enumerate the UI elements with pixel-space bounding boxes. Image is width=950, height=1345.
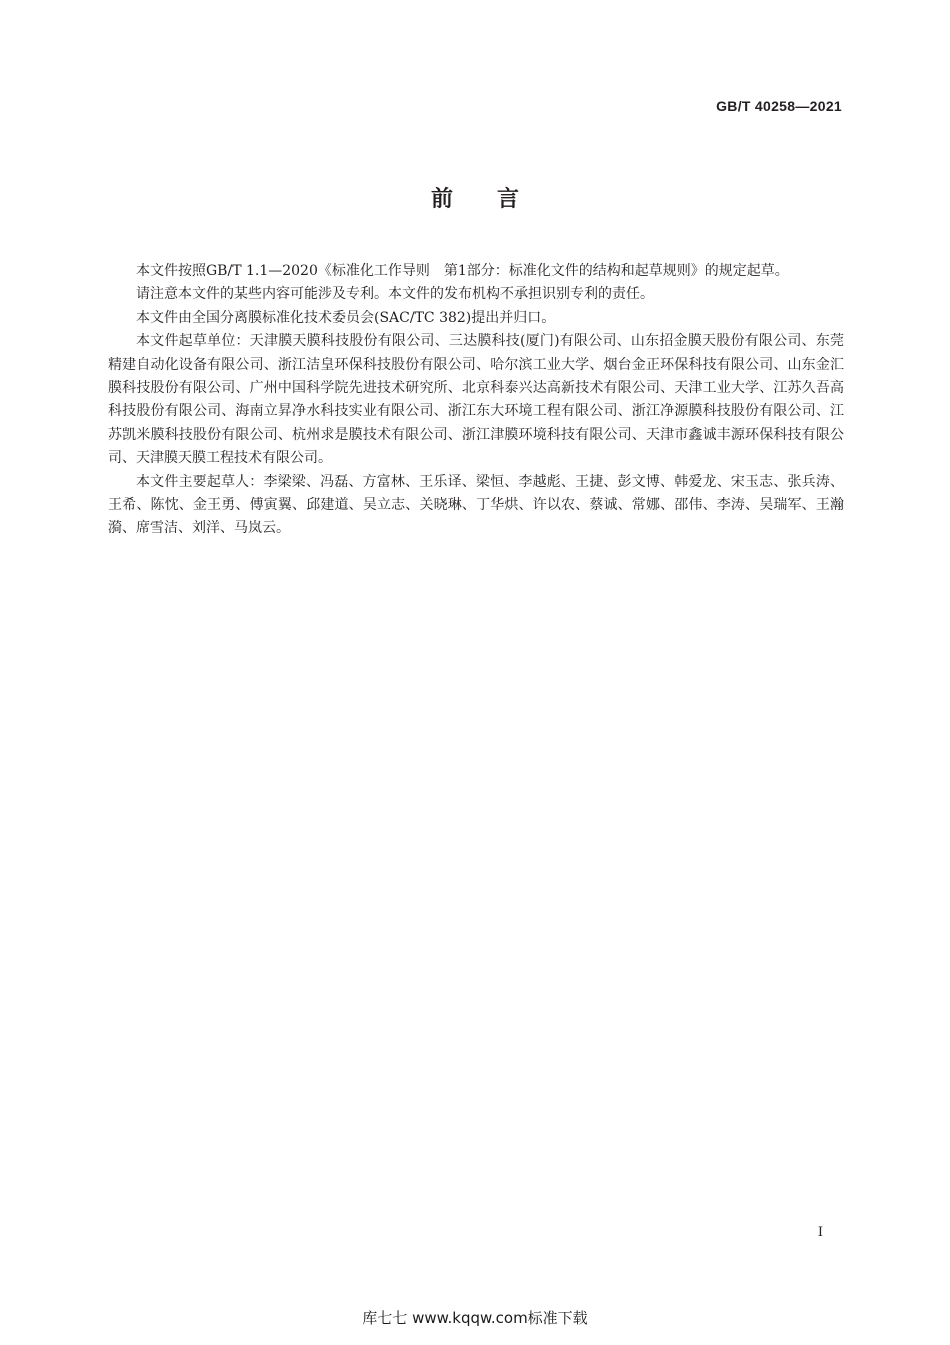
- standard-code: GB/T 40258—2021: [716, 98, 842, 114]
- page-number: I: [817, 1225, 823, 1240]
- paragraph-drafters: 本文件主要起草人：李梁梁、冯磊、方富林、王乐译、梁恒、李越彪、王捷、彭文博、韩爱龙、宋玉志、张兵涛、王希、陈忱、金王勇、傅寅翼、邱建道、吴立志、关晓琳、丁华烘、许以农、蔡诚、常娜、邵伟、李涛、吴瑞军、王瀚漪、席雪洁、刘洋、马岚云。: [108, 473, 844, 537]
- paragraph-drafting-units: 本文件起草单位：天津膜天膜科技股份有限公司、三达膜科技(厦门)有限公司、山东招金膜天股份有限公司、东莞精建自动化设备有限公司、浙江洁皇环保科技股份有限公司、哈尔滨工业大学、烟台金正环保科技有限公司、山东金汇膜科技股份有限公司、广州中国科学院先进技术研究所、北京科泰兴达高新技术有限公司、天津工业大学、江苏久吾高科技股份有限公司、海南立昇净水科技实业有限公司、浙江东大环境工程有限公司、浙江净源膜科技股份有限公司、江苏凯米膜科技股份有限公司、杭州求是膜技术有限公司、浙江津膜环境科技有限公司、天津市鑫诚丰源环保科技有限公司、天津膜天膜工程技术有限公司。: [108, 333, 844, 467]
- foreword-body: [108, 260, 844, 541]
- paragraph-patent-notice: 请注意本文件的某些内容可能涉及专利。本文件的发布机构不承担识别专利的责任。: [136, 286, 654, 303]
- paragraph-drafting-rules: 本文件按照GB/T 1.1—2020《标准化工作导则 第1部分：标准化文件的结构和起草规则》的规定起草。: [136, 263, 789, 279]
- footer-watermark: 库七七 www.kqqw.com标准下载: [362, 1309, 588, 1327]
- paragraph-committee: 本文件由全国分离膜标准化技术委员会(SAC/TC 382)提出并归口。: [136, 309, 556, 326]
- page-title: 前言: [430, 187, 563, 212]
